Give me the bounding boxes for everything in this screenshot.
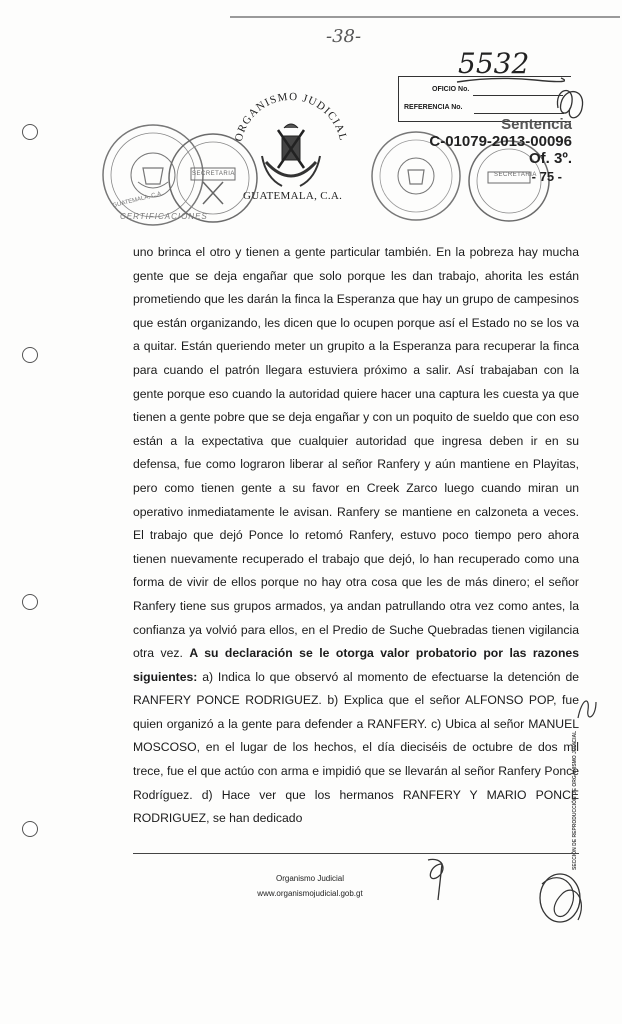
sentencia-label: Sentencia: [501, 116, 572, 133]
bottom-right-signature: [528, 860, 598, 930]
handwritten-folio-number: 5532: [458, 47, 530, 80]
footer-organization: Organismo Judicial: [275, 874, 345, 883]
handwritten-page-number: -38-: [326, 26, 362, 47]
punch-hole: [22, 347, 38, 363]
left-stamp-center-label: SECRETARIA: [192, 171, 235, 177]
oficio-rule: [473, 95, 563, 96]
punch-hole: [22, 124, 38, 140]
footer-website: www.organismojudicial.gob.gt: [257, 889, 363, 898]
emblem-location-label: GUATEMALA, C.A.: [243, 190, 343, 202]
certificaciones-stamp-label: CERTIFICACIONES: [120, 212, 208, 221]
body-paragraph: [133, 241, 579, 831]
oficio-label: OFICIO No.: [432, 86, 470, 93]
punch-hole: [22, 821, 38, 837]
court-office: Of. 3º.: [529, 150, 572, 167]
referencia-rule: [474, 113, 564, 114]
case-number: C-01079-2013-00096: [429, 133, 572, 150]
scan-top-edge: [230, 16, 620, 18]
referencia-label: REFERENCIA No.: [404, 104, 463, 111]
right-stamp-center-label: SECRETARIA: [494, 172, 537, 178]
footer-signature: [418, 852, 458, 904]
left-stamp-city-label: GUATEMALA, C.A.: [112, 190, 164, 210]
organismo-judicial-emblem: [226, 78, 356, 198]
sheet-number: - 75 -: [531, 169, 562, 184]
evidentiary-value-heading: A su declaración se le otorga valor probatorio por las razones siguientes:: [133, 646, 579, 684]
punch-hole: [22, 594, 38, 610]
reasons-text: a) Indica lo que observó al momento de efectuarse la detención de RANFERY PONCE RODRIGUEZ. b) Explica que el señor ALFONSO POP, fue quien organizó a la gente para defender a RANFERY. c) Ubica al señor MANUEL MOSCOSO, en el lugar de los hechos, el día dieciséis de octubre de dos mil trece, fue el que actúo con arma e impidió que se llevarán al señor Ranfery Ponce Rodríguez. d) Hace ver que los hermanos RANFERY Y MARIO PONCE RODRIGUEZ, se han dedicado: [133, 669, 579, 826]
sentence-body: [133, 241, 579, 831]
reproduction-section-vertical-label: SECCIÓN DE REPRODUCCIÓN DE ORGANISMO JUDICIAL: [572, 730, 578, 870]
testimony-text: uno brinca el otro y tienen a gente particular también. En la pobreza hay mucha gente que se deja engañar que solo porque les dan trabajo, ahorita les están prometiendo que les darán la finca la Esperanza que hay un grupo de campesinos que están organizando, les dicen que lo ocupen porque así el Estado no se los va a quitar. Están queriendo meter un grupito a la Esperanza para recuperar la finca para cuando el patrón llegara estuviera próximo a salir. Así trabajaban con la gente porque eso cuando la autoridad quiere hacer una captura les cuesta ya que tienen a gente pobre que se deja engañar y con un poquito de sueldo que con eso están a la expectativa que cualquier autoridad que ingresa deben ir en su defensa, fue como lograron liberar al señor Ranfery y aún mantiene en Playitas, pero como tienen gente a su favor en Creek Zarco luego cuando miran un operativo inmediatamente le avisan. Ranfery se mantiene en calzoneta a veces. El trabajo que dejó Ponce lo retomó Ranfery, estuvo poco tiempo pero ahora tienen nuevamente recuperado el trabajo que dejó, lo han recuperado como una forma de vivir de ellos porque no hay otra cosa que les de más dinero; el señor Ranfery tiene sus grupos armados, ya andan patrullando otra vez como antes, la confianza ya volvió para ellos, en el Predio de Suche Quebradas tienen vigilancia otra vez.: [133, 245, 579, 661]
svg-text:ORGANISMO JUDICIAL: ORGANISMO JUDICIAL: [232, 90, 350, 143]
footer-rule: [133, 853, 579, 854]
